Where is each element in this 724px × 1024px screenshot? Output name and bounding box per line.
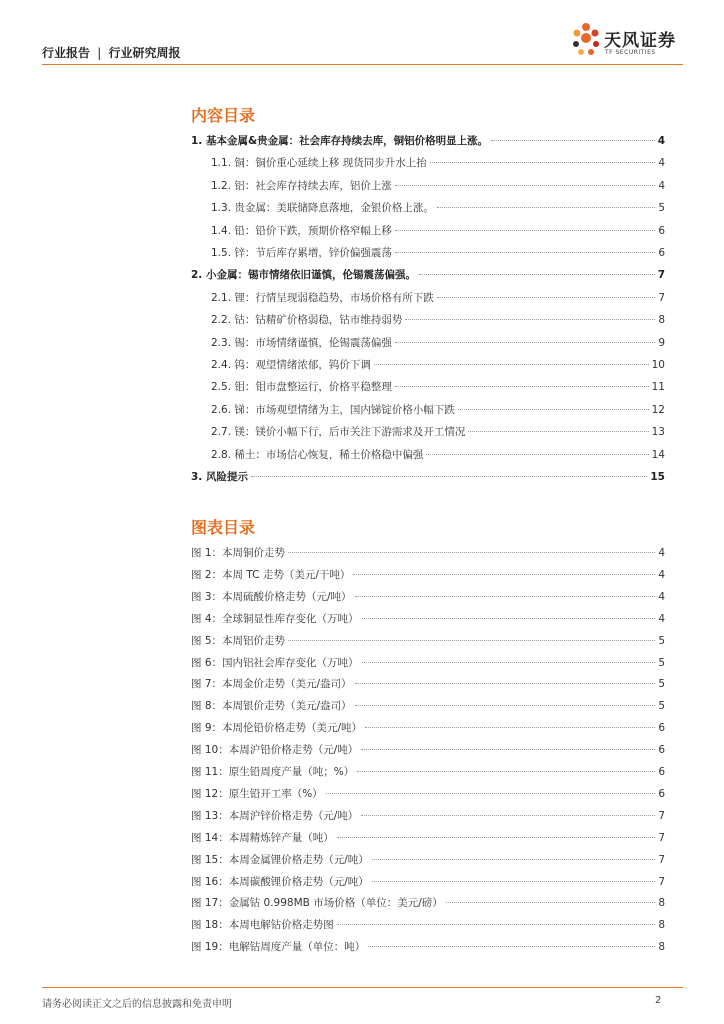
figure-entry[interactable] (191, 545, 665, 560)
entry-page-number: 6 (658, 722, 665, 735)
dot-leader (355, 683, 656, 684)
entry-page-number: 7 (657, 269, 665, 282)
toc-entry[interactable] (191, 469, 665, 484)
entry-text: 1.3. 贵金属：美联储降息落地，金银价格上涨。 (211, 202, 434, 215)
entry-page-number: 6 (658, 247, 665, 259)
entry-text: 图 5：本周铝价走势 (191, 634, 286, 647)
entry-page-number: 7 (658, 853, 665, 866)
figure-entry[interactable] (191, 742, 665, 757)
figure-entry[interactable] (191, 808, 665, 823)
dot-leader (372, 881, 656, 882)
dot-leader (395, 386, 649, 387)
dot-leader (361, 815, 655, 816)
entry-page-number: 8 (658, 919, 665, 932)
toc-entry[interactable] (211, 290, 665, 305)
toc-entry[interactable] (211, 402, 665, 417)
entry-page-number: 11 (651, 381, 665, 394)
entry-page-number: 13 (651, 426, 665, 439)
entry-text: 图 16：本周碳酸锂价格走势（元/吨） (191, 875, 369, 888)
entry-text: 1.4. 铅：铅价下跌，预期价格窄幅上移 (211, 224, 392, 237)
entry-text: 图 18：本周电解钴价格走势图 (191, 919, 334, 932)
figure-entry[interactable] (191, 676, 665, 691)
figure-entry[interactable] (191, 895, 665, 910)
dot-leader (365, 727, 655, 728)
entry-page-number: 5 (658, 634, 665, 647)
dot-leader (355, 705, 656, 706)
brand-name-en: TF SECURITIES (605, 49, 656, 56)
entry-text: 图 11：原生铅周度产量（吨；%） (191, 766, 355, 778)
toc-entry[interactable] (211, 245, 665, 260)
dot-leader (357, 771, 655, 772)
entry-page-number: 8 (658, 897, 665, 910)
entry-page-number: 7 (658, 809, 665, 822)
figure-entry[interactable] (191, 764, 665, 779)
entry-page-number: 6 (658, 787, 665, 800)
entry-text: 图 2：本周 TC 走势（美元/干吨） (191, 568, 351, 581)
figure-entry[interactable] (191, 655, 665, 670)
dot-leader (395, 252, 655, 253)
figure-entry[interactable] (191, 786, 665, 801)
figure-entry[interactable] (191, 874, 665, 889)
dot-leader (430, 162, 656, 163)
report-header (42, 44, 180, 61)
dot-leader (395, 230, 655, 231)
entry-page-number: 4 (657, 135, 665, 147)
dot-leader (251, 476, 647, 477)
entry-page-number: 14 (651, 448, 665, 461)
dot-leader (368, 946, 655, 947)
entry-page-number: 12 (651, 403, 665, 416)
dot-leader (446, 902, 656, 903)
toc-entry[interactable] (211, 200, 665, 215)
entry-page-number: 4 (658, 179, 665, 192)
entry-text: 图 13：本周沪锌价格走势（元/吨） (191, 809, 359, 822)
toc-entry[interactable] (191, 133, 665, 148)
toc-entry[interactable] (191, 267, 665, 282)
flower-logo-icon (570, 22, 602, 58)
entry-page-number: 15 (650, 471, 665, 483)
entry-page-number: 5 (658, 700, 665, 713)
entry-page-number: 4 (658, 590, 665, 603)
entry-page-number: 8 (658, 941, 665, 954)
entry-text: 2.2. 钴：钴精矿价格弱稳，钴市维持弱势 (211, 314, 403, 327)
dot-leader (491, 140, 655, 141)
dot-leader (361, 749, 655, 750)
dot-leader (337, 837, 656, 838)
entry-text: 图 3：本周硫酸价格走势（元/吨） (191, 590, 352, 603)
report-name: 行业研究周报 (108, 46, 181, 60)
entry-text: 图 8：本周银价走势（美元/盎司） (191, 700, 352, 713)
entry-text: 2.7. 镁：镁价小幅下行，后市关注下游需求及开工情况 (211, 426, 466, 439)
figure-entry[interactable] (191, 939, 665, 954)
dot-leader (355, 596, 656, 597)
entry-page-number: 5 (658, 656, 665, 669)
entry-page-number: 4 (658, 568, 665, 581)
figure-entry[interactable] (191, 698, 665, 713)
figure-entry[interactable] (191, 830, 665, 845)
entry-page-number: 6 (658, 224, 665, 237)
toc-entry[interactable] (211, 379, 665, 394)
entry-text: 1.5. 锌：节后库存累增，锌价偏强震荡 (211, 247, 392, 259)
dot-leader (419, 274, 655, 275)
header-separator: | (97, 46, 102, 60)
entry-text: 2.4. 钨：观望情绪浓郁，钨价下调 (211, 359, 371, 371)
footer-disclaimer: 请务必阅读正文之后的信息披露和免责申明 (42, 999, 232, 1010)
report-type: 行业报告 (42, 46, 91, 60)
entry-text: 2.8. 稀土：市场信心恢复，稀土价格稳中偏强 (211, 448, 424, 461)
dot-leader (372, 859, 656, 860)
entry-text: 2.1. 锂：行情呈现弱稳趋势，市场价格有所下跌 (211, 291, 434, 304)
toc-entry[interactable] (211, 155, 665, 170)
toc-entry[interactable] (211, 357, 665, 372)
entry-page-number: 4 (658, 612, 665, 625)
entry-text: 3. 风险提示 (191, 471, 248, 483)
dot-leader (326, 793, 656, 794)
figure-entry[interactable] (191, 611, 665, 626)
dot-leader (288, 552, 655, 553)
dot-leader (458, 409, 649, 410)
entry-page-number: 10 (651, 359, 665, 371)
toc-entry[interactable] (211, 223, 665, 238)
figure-entry[interactable] (191, 589, 665, 604)
entry-text: 图 9：本周伦铅价格走势（美元/吨） (191, 722, 363, 735)
toc-entry[interactable] (211, 178, 665, 193)
dot-leader (362, 618, 656, 619)
figure-entry[interactable] (191, 917, 665, 932)
entry-page-number: 7 (658, 291, 665, 304)
entry-page-number: 4 (658, 157, 665, 170)
page-number: 2 (655, 995, 662, 1006)
dot-leader (395, 342, 655, 343)
entry-text: 2.5. 钼：钼市盘整运行，价格平稳整理 (211, 381, 392, 394)
dot-leader (395, 185, 655, 186)
dot-leader (405, 319, 655, 320)
entry-page-number: 7 (658, 875, 665, 888)
dot-leader (437, 207, 655, 208)
figure-entry[interactable] (191, 567, 665, 582)
entry-page-number: 7 (658, 831, 665, 844)
entry-text: 图 7：本周金价走势（美元/盎司） (191, 678, 352, 691)
entry-text: 1. 基本金属&贵金属：社会库存持续去库，铜铝价格明显上涨。 (191, 135, 489, 147)
entry-text: 图 17：金属钴 0.998MB 市场价格（单位：美元/磅） (191, 897, 443, 910)
entry-page-number: 5 (658, 678, 665, 691)
entry-page-number: 6 (658, 766, 665, 778)
dot-leader (362, 662, 656, 663)
entry-text: 图 19：电解钴周度产量（单位：吨） (191, 941, 366, 954)
toc-entry[interactable] (211, 447, 665, 462)
dot-leader (468, 431, 648, 432)
entry-text: 图 4：全球铜显性库存变化（万吨） (191, 612, 359, 625)
entry-text: 图 12：原生铅开工率（%） (191, 787, 323, 800)
toc-entry[interactable] (211, 312, 665, 327)
figure-entry[interactable] (191, 852, 665, 867)
entry-text: 图 14：本周精炼锌产量（吨） (191, 831, 334, 844)
entry-text: 2.3. 锡：市场情绪谨慎，伦锡震荡偏强 (211, 336, 392, 349)
entry-page-number: 8 (658, 314, 665, 327)
brand-logo (570, 22, 680, 60)
entry-page-number: 4 (658, 547, 665, 559)
dot-leader (337, 924, 656, 925)
dot-leader (288, 640, 655, 641)
entry-text: 1.2. 铝：社会库存持续去库，铝价上涨 (211, 179, 392, 192)
entry-page-number: 9 (658, 336, 665, 349)
dot-leader (374, 364, 649, 365)
toc-entry[interactable] (211, 424, 665, 439)
dot-leader (353, 574, 655, 575)
contents-title: 内容目录 (191, 106, 256, 125)
figures-title: 图表目录 (191, 518, 256, 537)
entry-text: 图 15：本周金属锂价格走势（元/吨） (191, 853, 369, 866)
entry-text: 2.6. 锑：市场观望情绪为主，国内锑锭价格小幅下跌 (211, 403, 455, 416)
entry-text: 图 10：本周沪铅价格走势（元/吨） (191, 744, 359, 757)
figure-entry[interactable] (191, 633, 665, 648)
header-divider (42, 64, 683, 65)
entry-text: 图 6：国内铝社会库存变化（万吨） (191, 656, 359, 669)
brand-name-cn: 天风证券 (604, 31, 676, 51)
toc-entry[interactable] (211, 335, 665, 350)
figure-entry[interactable] (191, 720, 665, 735)
dot-leader (426, 454, 648, 455)
entry-text: 1.1. 铜：铜价重心延续上移 现货同步升水上抬 (211, 157, 427, 170)
entry-page-number: 5 (658, 202, 665, 215)
entry-page-number: 6 (658, 744, 665, 757)
entry-text: 2. 小金属：锡市情绪依旧谨慎，伦锡震荡偏强。 (191, 269, 416, 282)
entry-text: 图 1：本周铜价走势 (191, 547, 286, 559)
footer-divider (42, 987, 683, 988)
dot-leader (437, 297, 655, 298)
